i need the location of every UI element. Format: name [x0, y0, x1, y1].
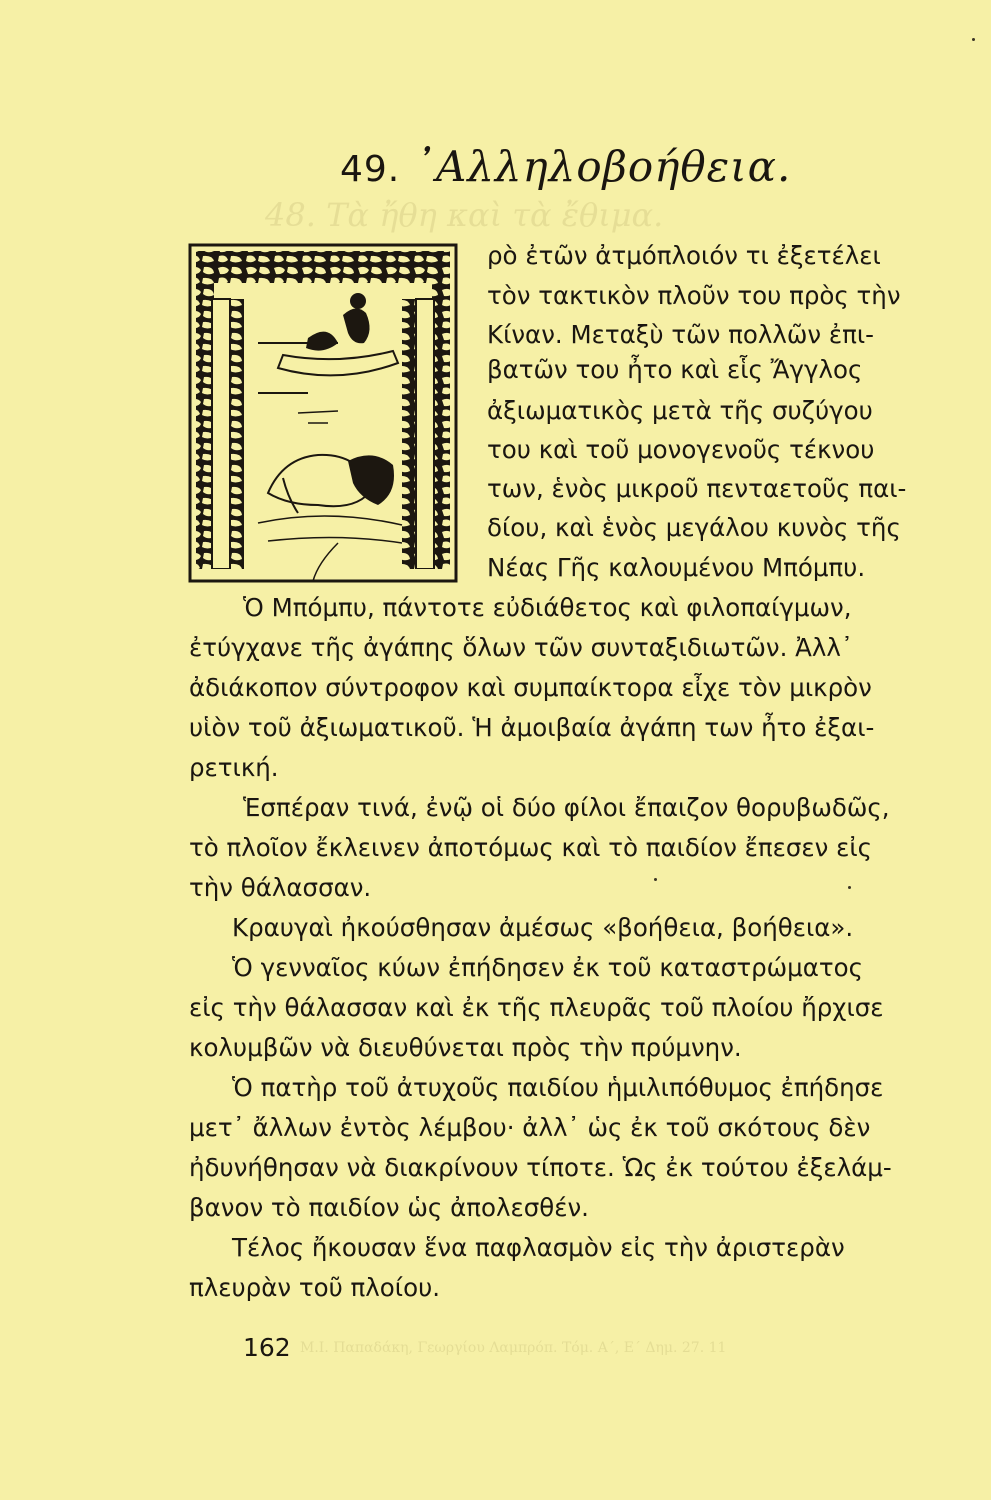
- text-line: τὸ πλοῖον ἔκλεινεν ἀποτόμως καὶ τὸ παιδίον ἔπεσεν εἰς: [189, 833, 873, 862]
- text-line: υἱὸν τοῦ ἀξιωματικοῦ. Ἡ ἀμοιβαία ἀγάπη των ἦτο ἐξαι-: [189, 713, 875, 742]
- text-line: ρὸ ἐτῶν ἀτμόπλοιόν τι ἐξετέλει: [487, 241, 881, 270]
- text-line: εἰς τὴν θάλασσαν καὶ ἐκ τῆς πλευρᾶς τοῦ πλοίου ἤρχισε: [189, 993, 884, 1022]
- text-line: του καὶ τοῦ μονογενοῦς τέκνου: [487, 435, 875, 464]
- text-line: Ἑσπέραν τινά, ἐνῷ οἱ δύο φίλοι ἔπαιζον θορυβωδῶς,: [243, 793, 890, 822]
- bleed-through-footer: Μ.Ι. Παπαδάκη, Γεωργίου Λαμπρόπ. Τόμ. Α΄, Ε΄ Δημ. 27. 11: [300, 1340, 727, 1356]
- text-line: τὴν θάλασσαν.: [189, 873, 372, 902]
- print-speck: [654, 878, 657, 881]
- text-line: κολυμβῶν νὰ διευθύνεται πρὸς τὴν πρύμνην.: [189, 1033, 742, 1062]
- chapter-title: ᾿Αλληλοβοήθεια.: [413, 142, 792, 191]
- text-line: βανον τὸ παιδίον ὡς ἀπολεσθέν.: [189, 1193, 589, 1222]
- page-number: 162: [243, 1333, 291, 1362]
- text-line: μετ᾿ ἄλλων ἐντὸς λέμβου· ἀλλ᾿ ὡς ἐκ τοῦ σκότους δὲν: [189, 1113, 871, 1142]
- bleed-through-heading: 48. Τὰ ἤθη καὶ τὰ ἔθιμα.: [265, 196, 664, 234]
- text-line: ἀξιωματικὸς μετὰ τῆς συζύγου: [487, 396, 873, 425]
- text-line: Κραυγαὶ ἠκούσθησαν ἀμέσως «βοήθεια, βοήθεια».: [232, 913, 854, 942]
- text-line: ἀδιάκοπον σύντροφον καὶ συμπαίκτορα εἶχε τὸν μικρὸν: [189, 673, 872, 702]
- text-line: πλευρὰν τοῦ πλοίου.: [189, 1273, 441, 1302]
- decorative-initial-illustration: [188, 243, 458, 583]
- text-line: των, ἑνὸς μικροῦ πενταετοῦς παι-: [487, 474, 907, 503]
- text-line: Νέας Γῆς καλουμένου Μπόμπυ.: [487, 553, 866, 582]
- text-line: ρετική.: [189, 753, 279, 782]
- text-line: δίου, καὶ ἑνὸς μεγάλου κυνὸς τῆς: [487, 513, 901, 542]
- chapter-heading: [340, 142, 791, 191]
- text-line: ἐτύγχανε τῆς ἀγάπης ὅλων τῶν συνταξιδιωτῶν. Ἀλλ᾿: [189, 633, 854, 662]
- print-speck: [848, 886, 851, 889]
- text-line: Ὁ πατὴρ τοῦ ἀτυχοῦς παιδίου ἡμιλιπόθυμος ἐπήδησε: [232, 1073, 884, 1102]
- text-line: Ὁ Μπόμπυ, πάντοτε εὐδιάθετος καὶ φιλοπαίγμων,: [243, 593, 852, 622]
- text-line: Κίναν. Μεταξὺ τῶν πολλῶν ἐπι-: [487, 320, 874, 349]
- text-line: βατῶν του ἦτο καὶ εἷς Ἄγγλος: [487, 355, 863, 384]
- text-line: Ὁ γενναῖος κύων ἐπήδησεν ἐκ τοῦ καταστρώματος: [232, 953, 864, 982]
- chapter-number: 49.: [340, 149, 401, 190]
- text-line: Τέλος ἤκουσαν ἕνα παφλασμὸν εἰς τὴν ἀριστερὰν: [232, 1233, 845, 1262]
- text-line: ἠδυνήθησαν νὰ διακρίνουν τίποτε. Ὡς ἐκ τούτου ἐξελάμ-: [189, 1153, 892, 1182]
- text-line: τὸν τακτικὸν πλοῦν του πρὸς τὴν: [487, 281, 901, 310]
- print-speck: [972, 38, 975, 41]
